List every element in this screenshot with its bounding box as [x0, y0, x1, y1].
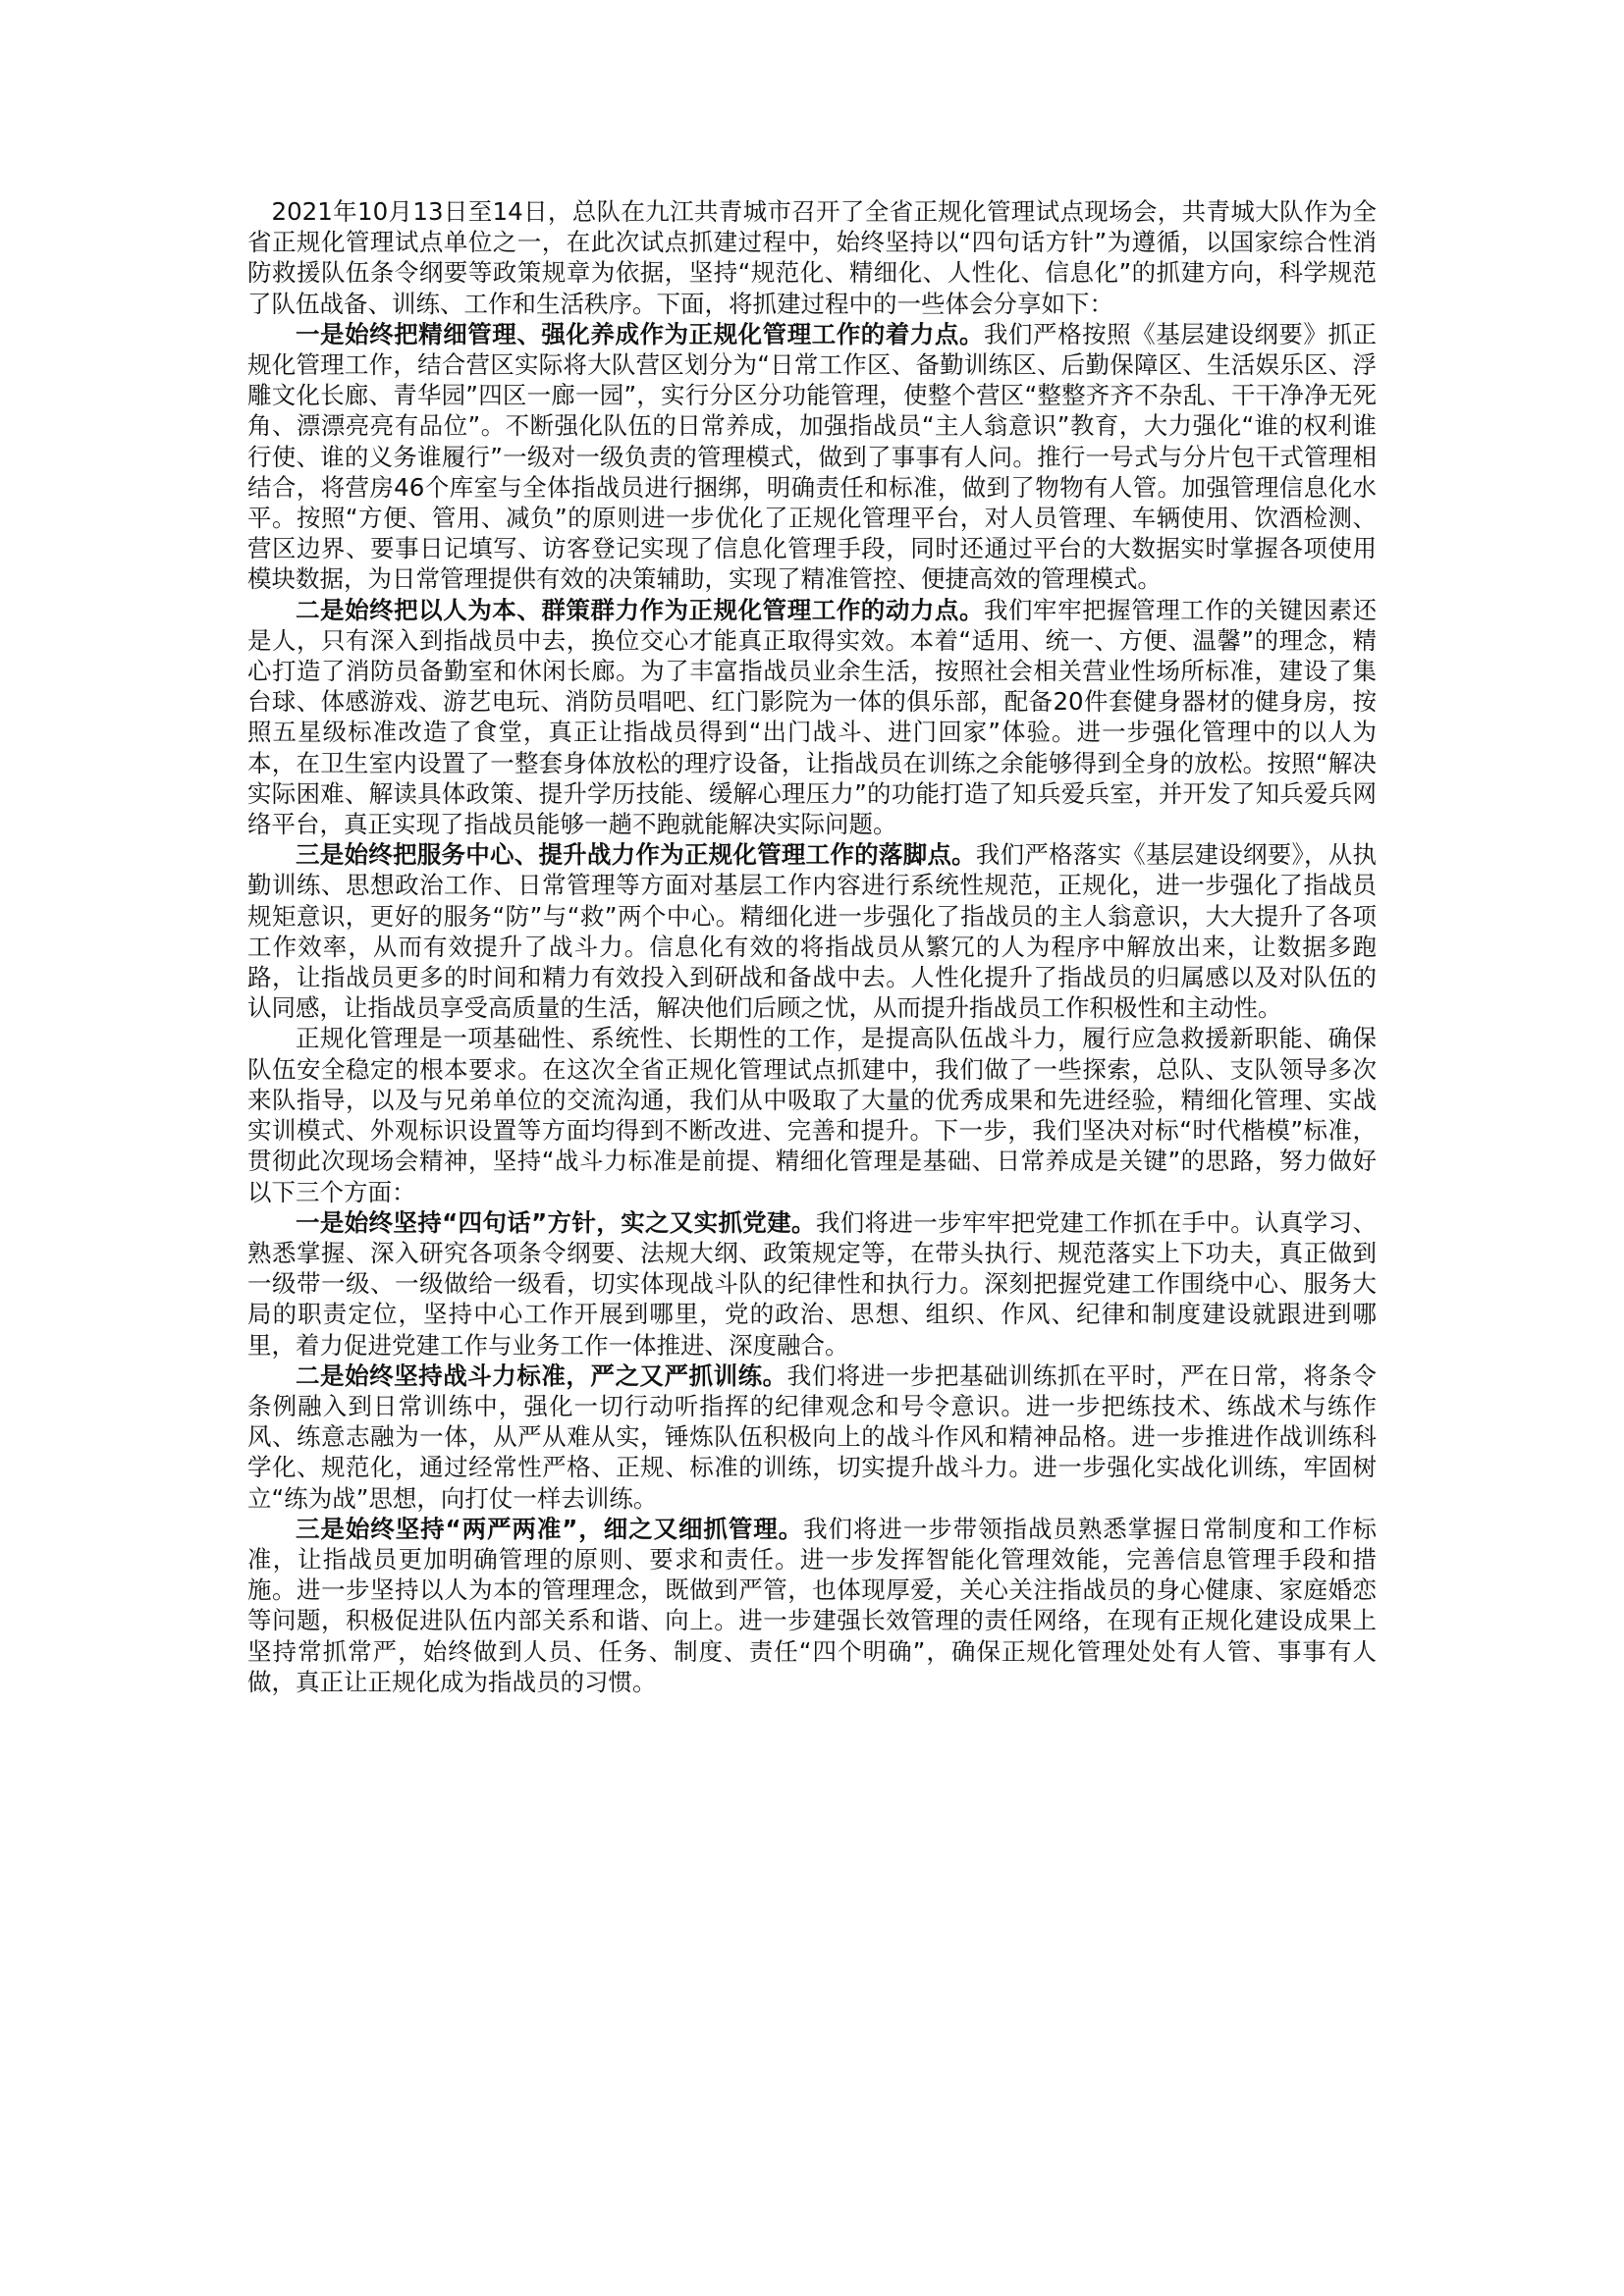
- point-3-body: 我们严格落实《基层建设纲要》，从执勤训练、思想政治工作、日常管理等方面对基层工作内容进行系统性规范，正规化，进一步强化了指战员规矩意识，更好的服务“防”与“救”两个中心。精细化进一步强化了指战员的主人翁意识，大大提升了各项工作效率，从而有效提升了战斗力。信息化有效的将指战员从繁冗的人为程序中解放出来，让数据多跑路，让指战员更多的时间和精力有效投入到研战和备战中去。人性化提升了指战员的归属感以及对队伍的认同感，让指战员享受高质量的生活，解决他们后顾之忧，从而提升指战员工作积极性和主动性。: [247, 840, 1378, 1023]
- point-1-heading: 一是始终把精细管理、强化养成作为正规化管理工作的着力点。: [296, 319, 984, 348]
- plan-1-heading: 一是始终坚持“四句话”方针，实之又实抓党建。: [296, 1207, 816, 1237]
- paragraph-plan-2: [247, 1361, 1377, 1514]
- plan-2-heading: 二是始终坚持战斗力标准，严之又严抓训练。: [296, 1361, 787, 1390]
- point-2-heading: 二是始终把以人为本、群策群力作为正规化管理工作的动力点。: [296, 595, 984, 624]
- point-2-body: 我们牢牢把握管理工作的关键因素还是人，只有深入到指战员中去，换位交心才能真正取得实效。本着“适用、统一、方便、温馨”的理念，精心打造了消防员备勤室和休闲长廊。为了丰富指战员业余生活，按照社会相关营业性场所标准，建设了集台球、体感游戏、游艺电玩、消防员唱吧、红门影院为一体的俱乐部，配备20件套健身器材的健身房，按照五星级标准改造了食堂，真正让指战员得到“出门战斗、进门回家”体验。进一步强化管理中的以人为本，在卫生室内设置了一整套身体放松的理疗设备，让指战员在训练之余能够得到全身的放松。按照“解决实际困难、解读具体政策、提升学历技能、缓解心理压力”的功能打造了知兵爱兵室，并开发了知兵爱兵网络平台，真正实现了指战员能够一趟不跑就能解决实际问题。: [247, 595, 1378, 839]
- paragraph-plan-1: [247, 1207, 1377, 1361]
- plan-1-body: 我们将进一步牢牢把党建工作抓在手中。认真学习、熟悉掌握、深入研究各项条令纲要、法规大纲、政策规定等，在带头执行、规范落实上下功夫，真正做到一级带一级、一级做给一级看，切实体现战斗队的纪律性和执行力。深刻把握党建工作围绕中心、服务大局的职责定位，坚持中心工作开展到哪里，党的政治、思想、组织、作风、纪律和制度建设就跟进到哪里，着力促进党建工作与业务工作一体推进、深度融合。: [247, 1207, 1378, 1360]
- plan-3-heading: 三是始终坚持“两严两准”，细之又细抓管理。: [296, 1514, 804, 1543]
- intro-paragraph: 2021年10月13日至14日，总队在九江共青城市召开了全省正规化管理试点现场会，共青城大队作为全省正规化管理试点单位之一，在此次试点抓建过程中，始终坚持以“四句话方针”为遵循，以国家综合性消防救援队伍条令纲要等政策规章为依据，坚持“规范化、精细化、人性化、信息化”的抓建方向，科学规范了队伍战备、训练、工作和生活秩序。下面，将抓建过程中的一些体会分享如下：: [247, 197, 1377, 318]
- paragraph-summary: [247, 1023, 1377, 1206]
- paragraph-plan-3: [247, 1514, 1377, 1697]
- document-page: [247, 196, 1377, 1697]
- summary-body: 正规化管理是一项基础性、系统性、长期性的工作，是提高队伍战斗力，履行应急救援新职能、确保队伍安全稳定的根本要求。在这次全省正规化管理试点抓建中，我们做了一些探索，总队、支队领导多次来队指导，以及与兄弟单位的交流沟通，我们从中吸取了大量的优秀成果和先进经验，精细化管理、实战实训模式、外观标识设置等方面均得到不断改进、完善和提升。下一步，我们坚决对标“时代楷模”标准，贯彻此次现场会精神，坚持“战斗力标准是前提、精细化管理是基础、日常养成是关键”的思路，努力做好以下三个方面：: [247, 1024, 1377, 1206]
- point-3-heading: 三是始终把服务中心、提升战力作为正规化管理工作的落脚点。: [296, 840, 976, 870]
- plan-2-body: 我们将进一步把基础训练抓在平时，严在日常，将条令条例融入到日常训练中，强化一切行动听指挥的纪律观念和号令意识。进一步把练技术、练战术与练作风、练意志融为一体，从严从难从实，锤炼队伍积极向上的战斗作风和精神品格。进一步推进作战训练科学化、规范化，通过经常性严格、正规、标准的训练，切实提升战斗力。进一步强化实战化训练，牢固树立“练为战”思想，向打仗一样去训练。: [247, 1361, 1378, 1513]
- point-1-body: 我们严格按照《基层建设纲要》抓正规化管理工作，结合营区实际将大队营区划分为“日常工作区、备勤训练区、后勤保障区、生活娱乐区、浮雕文化长廊、青华园”四区一廊一园”，实行分区分功能管理，使整个营区“整整齐齐不杂乱、干干净净无死角、漂漂亮亮有品位”。不断强化队伍的日常养成，加强指战员“主人翁意识”教育，大力强化“谁的权利谁行使、谁的义务谁履行”一级对一级负责的管理模式，做到了事事有人问。推行一号式与分片包干式管理相结合，将营房46个库室与全体指战员进行捆绑，明确责任和标准，做到了物物有人管。加强管理信息化水平。按照“方便、管用、减负”的原则进一步优化了正规化管理平台，对人员管理、车辆使用、饮酒检测、营区边界、要事日记填写、访客登记实现了信息化管理手段，同时还通过平台的大数据实时掌握各项使用模块数据，为日常管理提供有效的决策辅助，实现了精准管控、便捷高效的管理模式。: [247, 319, 1378, 594]
- plan-3-body: 我们将进一步带领指战员熟悉掌握日常制度和工作标准，让指战员更加明确管理的原则、要求和责任。进一步发挥智能化管理效能，完善信息管理手段和措施。进一步坚持以人为本的管理理念，既做到严管，也体现厚爱，关心关注指战员的身心健康、家庭婚恋等问题，积极促进队伍内部关系和谐、向上。进一步建强长效管理的责任网络，在现有正规化建设成果上坚持常抓常严，始终做到人员、任务、制度、责任“四个明确”，确保正规化管理处处有人管、事事有人做，真正让正规化成为指战员的习惯。: [247, 1514, 1377, 1696]
- paragraph-point-3: [247, 839, 1377, 1023]
- paragraph-point-2: [247, 595, 1377, 840]
- paragraph-point-1: [247, 319, 1377, 595]
